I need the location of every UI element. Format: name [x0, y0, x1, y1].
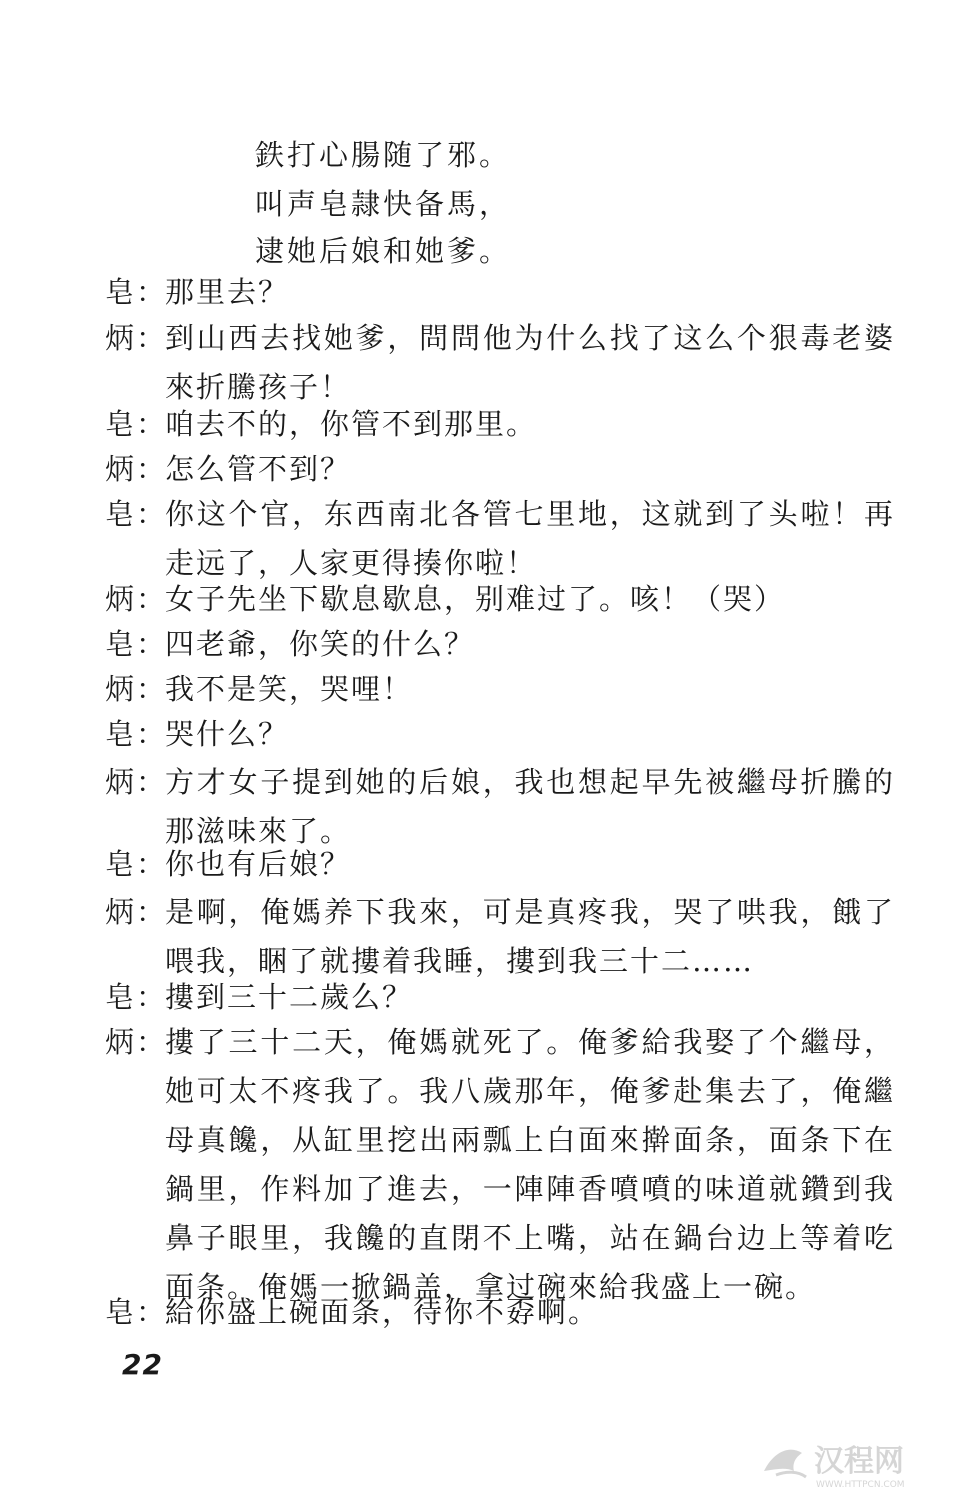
dialogue-text: 我不是笑，哭哩！	[165, 672, 414, 706]
dialogue-line-2	[105, 314, 895, 412]
dialogue-text: 是啊，俺媽养下我來，可是真疼我，哭了哄我，餓了喂我，睏了就摟着我睡，摟到我三十二……	[165, 895, 895, 978]
page-number: 22	[122, 1348, 163, 1381]
speaker-label: 炳：	[105, 895, 168, 929]
dialogue-text: 那里去？	[165, 275, 290, 309]
speaker-label: 皂：	[105, 847, 168, 881]
speaker-label: 炳：	[105, 452, 168, 486]
dialogue-line-9	[105, 710, 895, 759]
bird-logo-icon	[756, 1431, 956, 1491]
dialogue-text: 怎么管不到？	[165, 452, 352, 486]
dialogue-text: 到山西去找她爹，問問他为什么找了这么个狠毒老婆來折騰孩子！	[165, 321, 895, 404]
speaker-label: 皂：	[105, 275, 168, 309]
watermark-text: 汉程网	[814, 1444, 904, 1479]
dialogue-text: 摟到三十二歲么？	[165, 980, 414, 1014]
verse-line-2: 叫声皂隷快备馬，	[255, 187, 512, 221]
speaker-label: 炳：	[105, 765, 168, 799]
dialogue-line-12	[105, 888, 895, 986]
speaker-label: 炳：	[105, 321, 168, 355]
speaker-label: 皂：	[105, 627, 168, 661]
speaker-label: 炳：	[105, 582, 168, 616]
dialogue-line-14	[105, 1018, 895, 1312]
speaker-label: 炳：	[105, 672, 168, 706]
speaker-label: 皂：	[105, 717, 168, 751]
dialogue-text: 給你盛上碗面条，待你不孬啊。	[165, 1295, 600, 1329]
dialogue-text: 摟了三十二天，俺媽就死了。俺爹給我娶了个繼母，她可太不疼我了。我八歲那年，俺爹赴集去了，俺繼母真饞，从缸里挖出兩瓢上白面來擀面条，面条下在鍋里，作料加了進去，一陣陣香噴噴的味道就鑽到我鼻子眼里，我饞的直閉不上嘴，站在鍋台边上等着吃面条。俺媽一掀鍋盖，拿过碗來給我盛上一碗。	[165, 1025, 895, 1304]
dialogue-text: 你也有后娘？	[165, 847, 352, 881]
speaker-label: 皂：	[105, 1295, 168, 1329]
dialogue-line-1	[105, 268, 895, 317]
speaker-label: 皂：	[105, 407, 168, 441]
dialogue-line-13	[105, 973, 895, 1022]
speaker-label: 皂：	[105, 497, 168, 531]
watermark	[756, 1431, 956, 1495]
dialogue-line-3	[105, 400, 895, 449]
dialogue-line-7	[105, 620, 895, 669]
dialogue-line-8	[105, 665, 895, 714]
dialogue-line-11	[105, 840, 895, 889]
dialogue-text: 四老爺，你笑的什么？	[165, 627, 476, 661]
dialogue-text: 女子先坐下歇息歇息，别难过了。咳！（哭）	[165, 582, 786, 616]
dialogue-text: 哭什么？	[165, 717, 290, 751]
verse-line-3: 逮她后娘和她爹。	[255, 234, 512, 268]
dialogue-line-6	[105, 575, 895, 624]
dialogue-text: 方才女子提到她的后娘，我也想起早先被繼母折騰的那滋味來了。	[165, 765, 895, 848]
dialogue-text: 咱去不的，你管不到那里。	[165, 407, 538, 441]
watermark-url: WWW.HTTPCN.COM	[816, 1480, 905, 1490]
speaker-label: 皂：	[105, 980, 168, 1014]
dialogue-line-15	[105, 1288, 895, 1337]
dialogue-line-4	[105, 445, 895, 494]
dialogue-line-5	[105, 490, 895, 588]
speaker-label: 炳：	[105, 1025, 168, 1059]
dialogue-text: 你这个官，东西南北各管七里地，这就到了头啦！再走远了，人家更得揍你啦！	[165, 497, 895, 580]
verse-line-1: 鉄打心腸随了邪。	[255, 138, 512, 172]
